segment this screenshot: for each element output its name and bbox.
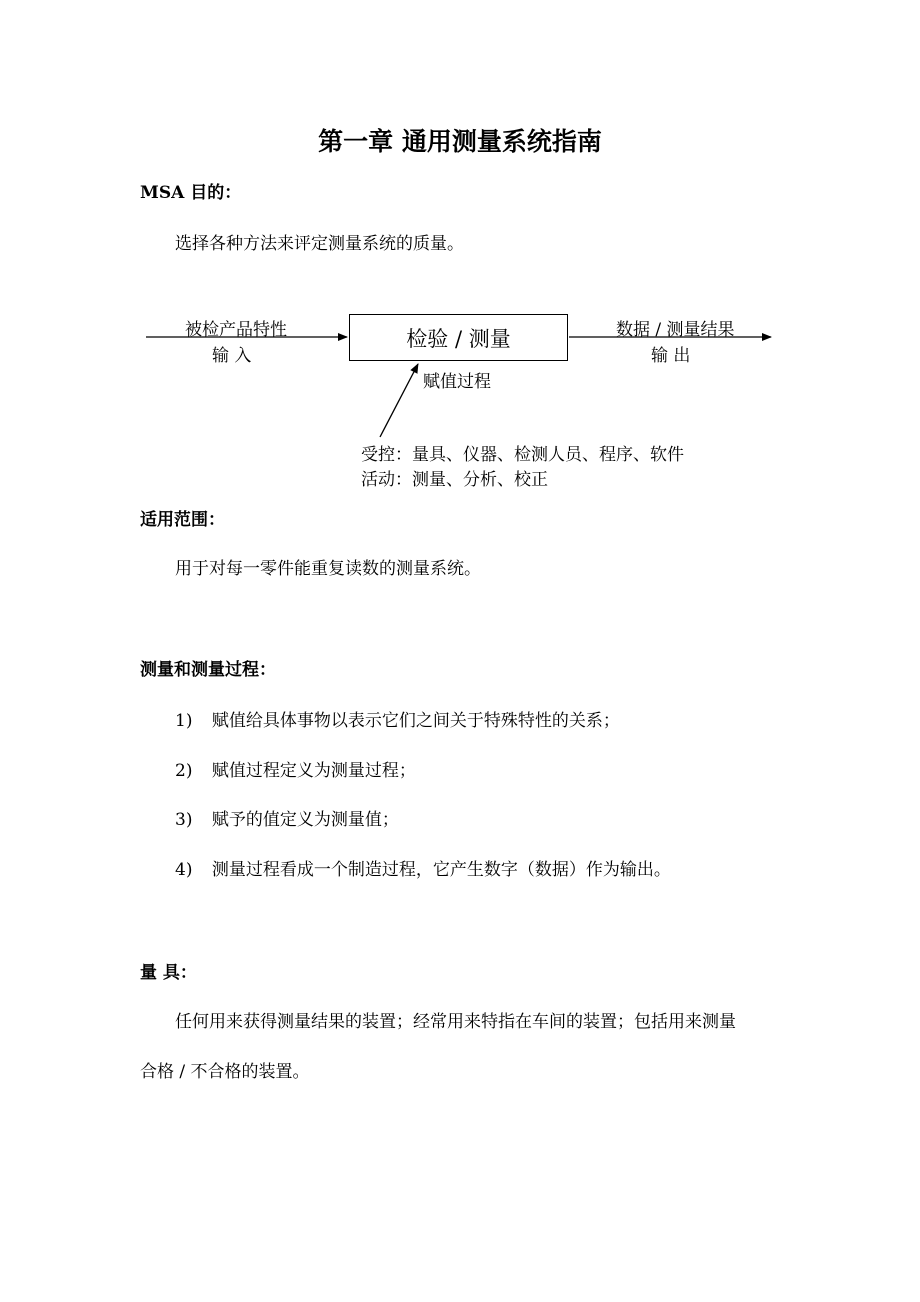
box-label: 检验 / 测量 [406,326,511,351]
gauge-text-line-1: 任何用来获得测量结果的装置；经常用来特指在车间的装置；包括用来测量 [175,1012,736,1032]
activities-label: 活动：测量、分析、校正 [361,470,548,490]
input-sub-label: 输 入 [212,346,252,366]
input-label: 被检产品特性 [185,320,287,340]
process-item-2 [175,756,416,781]
scope-heading: 适用范围： [140,510,225,530]
assign-process-label: 赋值过程 [423,372,491,392]
list-item-text: 赋值给具体事物以表示它们之间关于特殊特性的关系； [211,711,620,731]
list-item-text: 赋值过程定义为测量过程； [211,761,416,781]
process-item-4 [175,855,671,880]
gauge-heading: 量 具： [140,963,197,983]
output-label: 数据 / 测量结果 [616,320,735,340]
process-heading: 测量和测量过程： [140,660,276,680]
list-number: 2) [175,761,193,781]
msa-heading: MSA 目的： [140,183,242,203]
controlled-label: 受控：量具、仪器、检测人员、程序、软件 [361,445,684,465]
list-number: 1) [175,711,193,731]
list-number: 3) [175,810,193,830]
list-item-text: 赋予的值定义为测量值； [211,810,399,830]
page-title: 第一章 通用测量系统指南 [318,127,602,156]
list-number: 4) [175,860,193,880]
list-item-text: 测量过程看成一个制造过程，它产生数字（数据）作为输出。 [211,860,671,880]
process-item-3 [175,805,399,830]
control-arrow [380,364,418,437]
msa-text: 选择各种方法来评定测量系统的质量。 [175,234,464,254]
scope-text: 用于对每一零件能重复读数的测量系统。 [175,559,481,579]
inspection-measurement-box [349,314,568,361]
gauge-text-line-2: 合格 / 不合格的装置。 [140,1062,310,1082]
process-item-1 [175,706,620,731]
output-sub-label: 输 出 [651,346,691,366]
